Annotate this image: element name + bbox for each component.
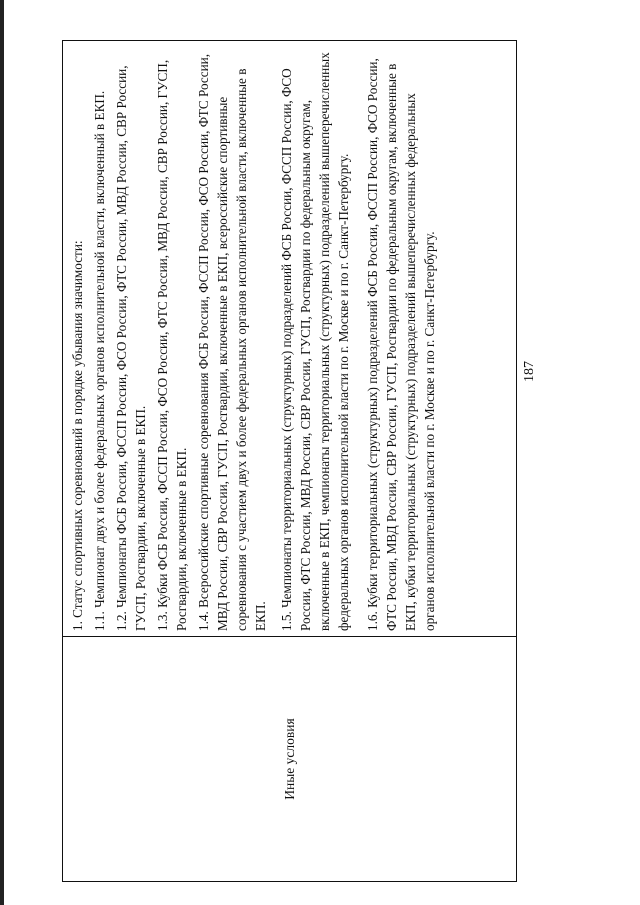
table-paragraph: 1.6. Кубки территориальных (структурных) подразделений ФСБ России, ФССП России, ФСО России, ФТС России, МВД России, СВР России, ГУСП, Росгвардии по федеральным округам, включенные в ЕКП, кубки территориальных (структурных) подразделений вышеперечисленных федеральных органов исполнительной власти по г. Москве и по г. Санкт-Петербургу. (365, 58, 437, 631)
table-paragraph: 1.3. Кубки ФСБ России, ФССП России, ФСО России, ФТС России, МВД России, СВР России, ГУСП, Росгвардии, включенные в ЕКП. (155, 59, 189, 631)
table-label: Иные условия (281, 718, 297, 800)
rotated-page-content (62, 40, 537, 882)
table-content-cell (63, 41, 516, 636)
scan-edge (0, 0, 4, 905)
table-paragraph: 1. Статус спортивных соревнований в порядке убывания значимости: (70, 240, 85, 631)
table-label-cell (63, 636, 516, 881)
table-paragraph: 1.2. Чемпионаты ФСБ России, ФССП России, ФСО России, ФТС России, МВД России, СВР России, ГУСП, Росгвардии, включенные в ЕКП. (114, 65, 148, 631)
conditions-table (62, 40, 517, 882)
page-number: 187 (522, 361, 537, 382)
table-paragraph: 1.5. Чемпионаты территориальных (структурных) подразделений ФСБ России, ФССП России, ФСО России, ФТС России, МВД России, СВР России, ГУСП, Росгвардии по федеральным округам, включенные в ЕКП, чемпионаты территориальных (структурных) подразделений вышеперечисленных федеральных органов исполнительной власти по г. Москве и по г. Санкт-Петербургу. (279, 52, 351, 631)
table-paragraph: 1.1. Чемпионат двух и более федеральных органов исполнительной власти, включенный в ЕКП. (92, 90, 107, 631)
table-paragraph: 1.4. Всероссийские спортивные соревнования ФСБ России, ФССП России, ФСО России, ФТС России, МВД России, СВР России, ГУСП, Росгвардии, включенные в ЕКП, всероссийские спортивные соревнования с участием двух и более федеральных органов исполнительной власти, включенные в ЕКП. (196, 53, 268, 631)
